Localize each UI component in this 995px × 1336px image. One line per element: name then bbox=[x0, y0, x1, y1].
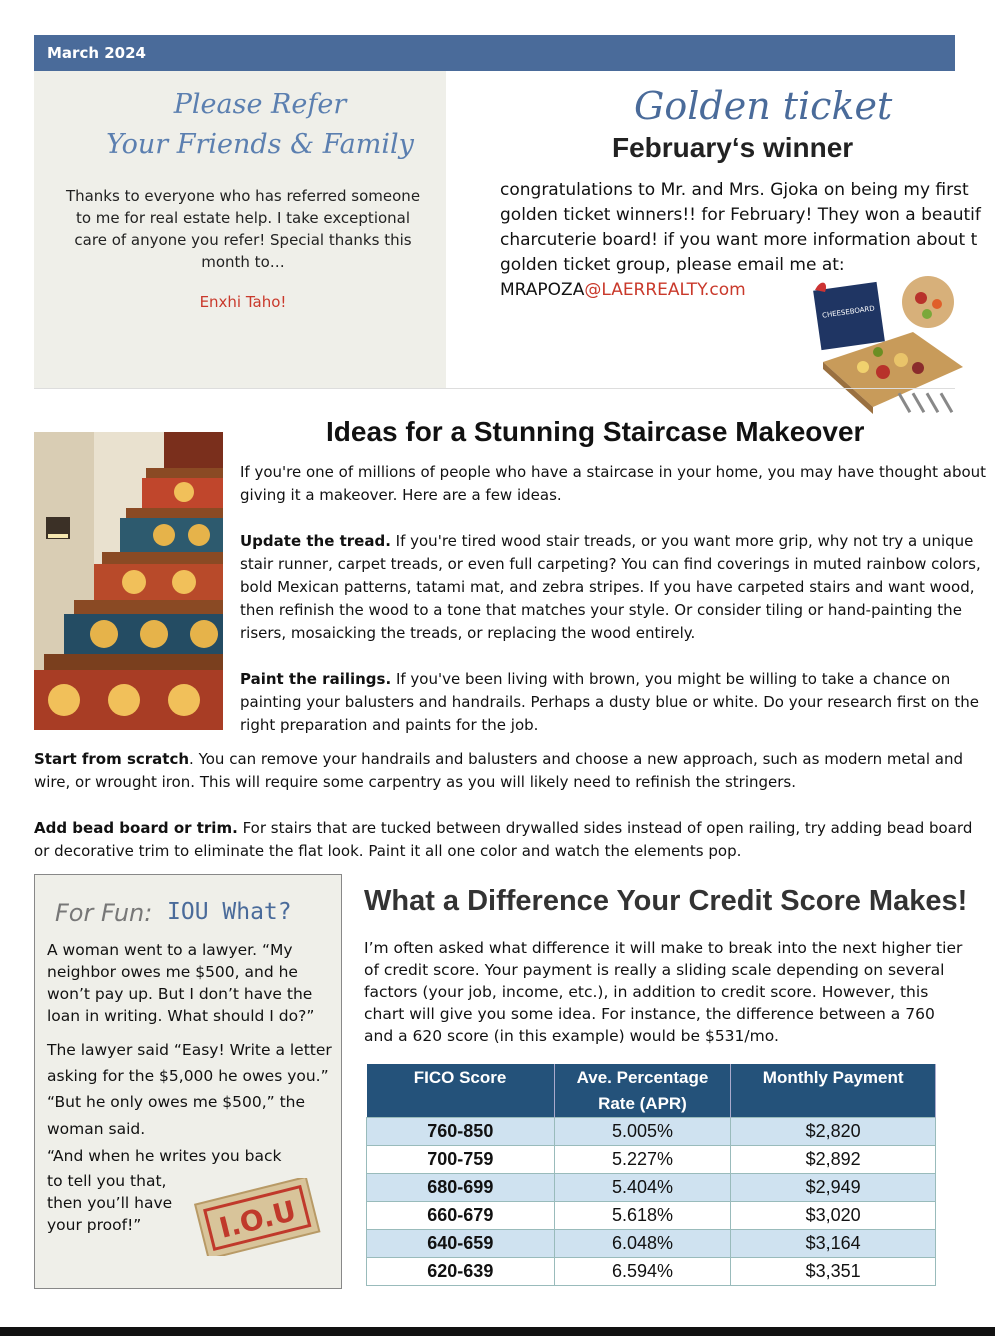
referral-name: Enxhi Taho! bbox=[199, 293, 287, 311]
article-paragraph: Start from scratch. You can remove your handrails and balusters and choose a new approach, such as modern metal and wire, or wrought iron. This will require some carpentry as you will likely need to refinish the stringers. bbox=[34, 750, 963, 791]
header-apr: Ave. Percentage Rate (APR) bbox=[554, 1064, 731, 1118]
article-paragraph: Add bead board or trim. For stairs that are tucked between drywalled sides instead of open railing, try adding bead board or decorative trim to eliminate the flat look. Paint it all one color and watch the elements pop. bbox=[34, 819, 973, 860]
golden-ticket-title: Golden ticket bbox=[634, 84, 893, 128]
article-paragraph: Paint the railings. If you've been living with brown, you might be willing to take a chance on painting your balusters and handrails. Perhaps a dusty blue or white. Do your research first on the right preparation and paints for the job. bbox=[240, 670, 980, 734]
article-body-wide bbox=[34, 748, 974, 886]
table-header-row bbox=[367, 1064, 936, 1118]
winner-text: congratulations to Mr. and Mrs. Gjoka on being my first golden ticket winners!! for February! They won a beautif charcuterie board! if you want more information about t golden ticket group, please email me at: MRAPOZA@LAERREALTY.com bbox=[500, 180, 981, 300]
article-intro: If you're one of millions of people who have a staircase in your home, you may have thought about giving it a makeover. Here are a few ideas. bbox=[240, 463, 987, 504]
table-row: 660-679 5.618% $3,020 bbox=[367, 1202, 936, 1230]
charcuterie-board-image bbox=[813, 272, 965, 424]
staircase-photo bbox=[34, 432, 223, 730]
header-monthly-payment: Monthly Payment bbox=[731, 1064, 936, 1118]
table-row: 680-699 5.404% $2,949 bbox=[367, 1174, 936, 1202]
iou-stamp-text: I.O.U bbox=[215, 1194, 300, 1245]
credit-text: I’m often asked what difference it will make to break into the next higher tier of credit score. Your payment is really a sliding scale depending on several factors (your job, income, etc.), in addition to credit score. However, this chart will give you some idea. For instance, the difference between a 760 and a 620 score (in this example) would be $531/mo. bbox=[364, 939, 963, 1045]
fico-table bbox=[366, 1064, 936, 1286]
table-row: 700-759 5.227% $2,892 bbox=[367, 1146, 936, 1174]
table-row: 640-659 6.048% $3,164 bbox=[367, 1230, 936, 1258]
newsletter-header bbox=[34, 35, 955, 71]
article-body bbox=[240, 461, 995, 760]
joke-text: A woman went to a lawyer. “My neighbor owes me $500, and he won’t pay up. But I don’t have the loan in writing. What should I do?” The lawyer said “Easy! Write a letter asking for the $5,000 he owes you.” “But he only owes me $500,” the woman said. “And when he writes you back to tell you that, then you’ll have your proof!” bbox=[47, 941, 332, 1234]
header-fico-score: FICO Score bbox=[367, 1064, 555, 1118]
issue-date: March 2024 bbox=[47, 44, 146, 62]
for-fun-title: IOU What? bbox=[167, 899, 292, 925]
table-row: 620-639 6.594% $3,351 bbox=[367, 1258, 936, 1286]
article-paragraph: Update the tread. If you're tired wood stair treads, or you want more grip, why not try a unique stair runner, carpet treads, or even full carpeting? You can find coverings in muted rainbow colors, bold Mexican patterns, tatami mat, and zebra stripes. If you have carpeted stairs and want wood, then refinish the wood to a tone that matches your style. Or consider tiling or hand-painting the risers, mosaicking the treads, or replacing the wood entirely. bbox=[240, 532, 981, 642]
article-title: Ideas for a Stunning Staircase Makeover bbox=[326, 416, 865, 447]
email-domain[interactable]: @LAERREALTY.com bbox=[584, 280, 746, 300]
section-divider bbox=[34, 388, 955, 389]
referral-text: Thanks to everyone who has referred someone to me for real estate help. I take exceptional care of anyone you refer! Special thanks this month to… bbox=[65, 187, 421, 271]
email-user[interactable]: MRAPOZA bbox=[500, 280, 585, 300]
table-row: 760-850 5.005% $2,820 bbox=[367, 1118, 936, 1146]
referral-section bbox=[34, 71, 446, 388]
iou-stamp-image bbox=[192, 1178, 322, 1256]
credit-title: What a Difference Your Credit Score Makes! bbox=[364, 885, 968, 917]
referral-title: Please Refer Your Friends & Family bbox=[106, 89, 414, 160]
board-box-label: CHEESEBOARD bbox=[821, 304, 876, 320]
for-fun-label: For Fun: bbox=[55, 899, 153, 927]
footer-bar bbox=[0, 1327, 995, 1336]
winner-heading: February‘s winner bbox=[612, 132, 854, 163]
